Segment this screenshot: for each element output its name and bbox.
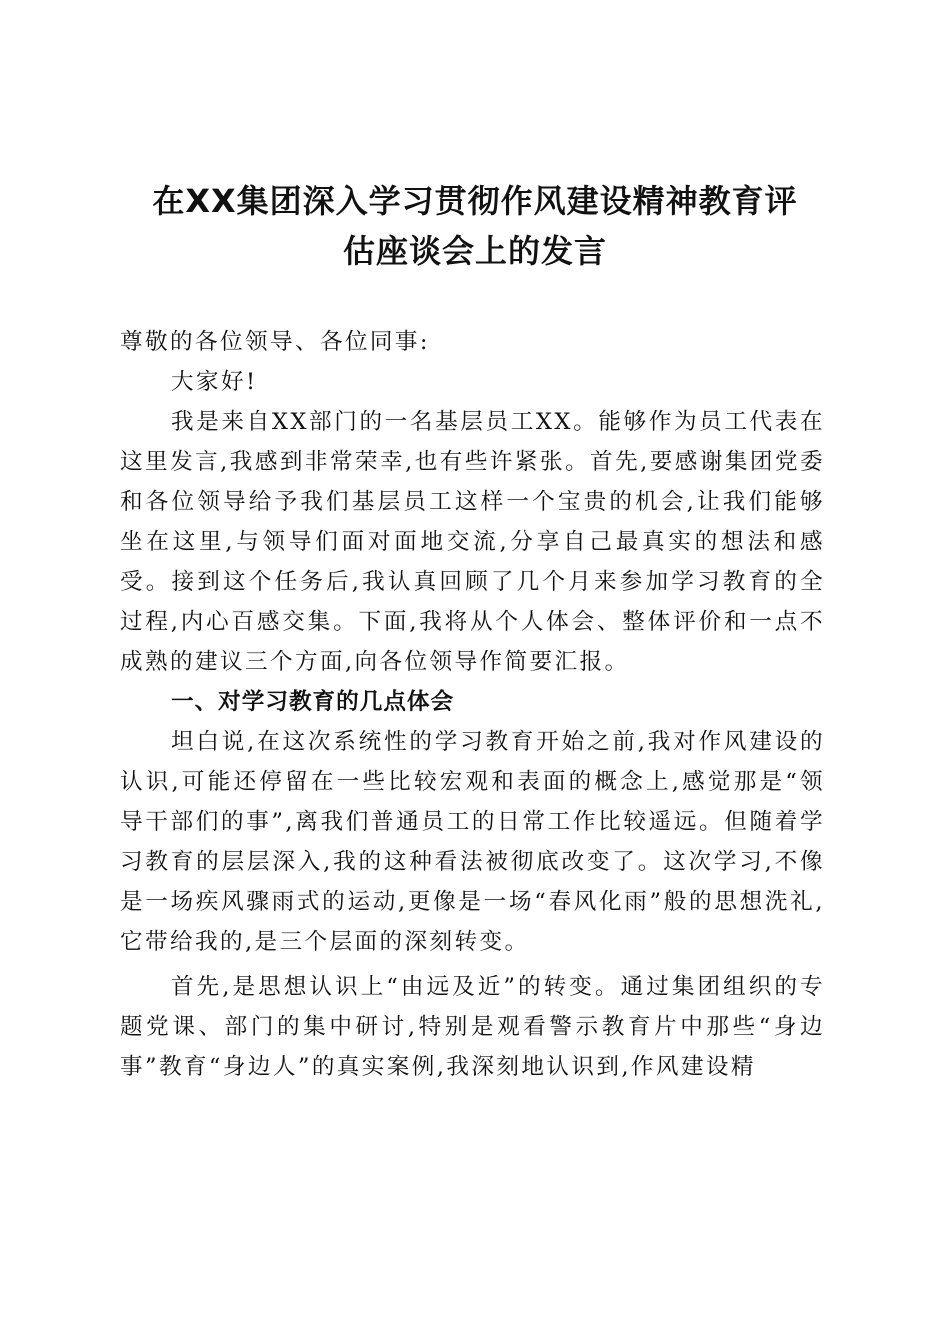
title-line-2: 估座谈会上的发言 xyxy=(342,232,607,270)
document-body xyxy=(120,322,825,1087)
paragraph-body: 坦白说,在这次系统性的学习教育开始之前,我对作风建设的认识,可能还停留在一些比较宏观和表面的概念上,感觉那是“领导干部们的事”,离我们普通员工的日常工作比较遥远。但随着学习教育的层层深入,我的这种看法被彻底改变了。这次学习,不像是一场疾风骤雨式的运动,更像是一场“春风化雨”般的思想洗礼,它带给我的,是三个层面的深刻转变。 xyxy=(120,729,825,955)
greeting: 大家好! xyxy=(171,369,258,395)
title-line-1: 在XX集团深入学习贯彻作风建设精神教育评 xyxy=(152,182,798,220)
salutation: 尊敬的各位领导、各位同事: xyxy=(120,329,430,355)
paragraph-intro: 我是来自XX部门的一名基层员工XX。能够作为员工代表在这里发言,我感到非常荣幸,也有些许紧张。首先,要感谢集团党委和各位领导给予我们基层员工这样一个宝贵的机会,让我们能够坐在这里,与领导们面对面地交流,分享自己最真实的想法和感受。接到这个任务后,我认真回顾了几个月来参加学习教育的全过程,内心百感交集。下面,我将从个人体会、整体评价和一点不成熟的建议三个方面,向各位领导作简要汇报。 xyxy=(120,409,825,675)
paragraph-body: 首先,是思想认识上“由远及近”的转变。通过集团组织的专题党课、部门的集中研讨,特别是观看警示教育片中那些“身边事”教育“身边人”的真实案例,我深刻地认识到,作风建设精 xyxy=(120,974,825,1080)
document-title xyxy=(100,176,850,276)
section-heading: 一、对学习教育的几点体会 xyxy=(171,689,455,715)
